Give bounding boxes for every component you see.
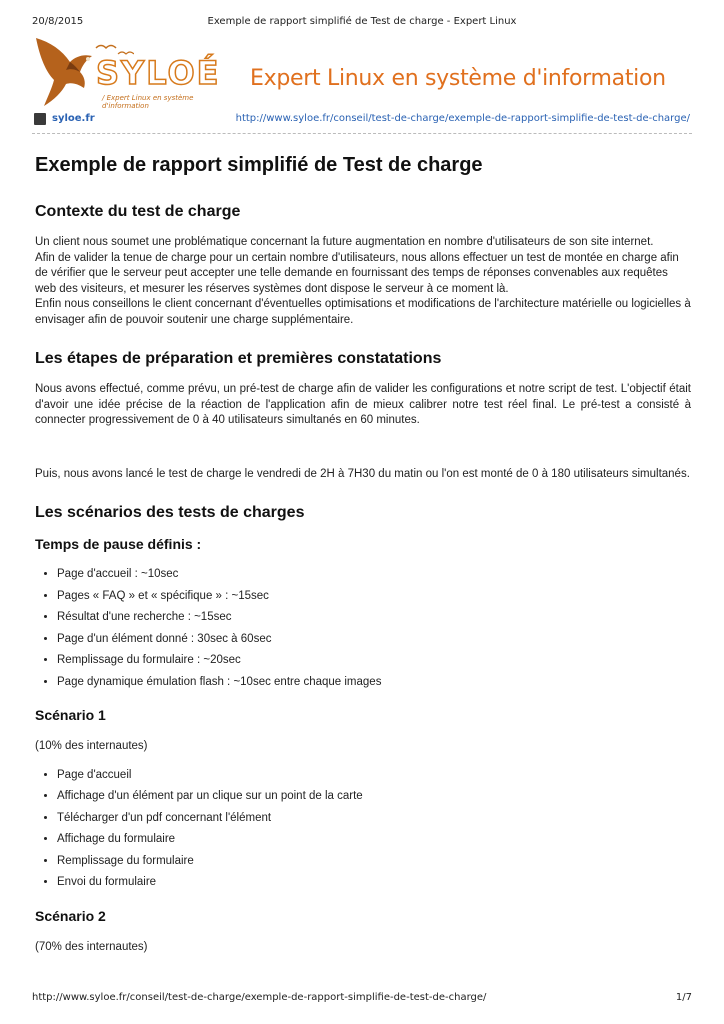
footer-url: http://www.syloe.fr/conseil/test-de-charge/exemple-de-rapport-simplifie-de-test-de-charge/ [32, 992, 487, 1003]
list-item: • Affichage du formulaire [57, 829, 691, 851]
print-header [32, 16, 692, 30]
scenario-1-heading: Scénario 1 [35, 707, 106, 723]
etapes-paragraph-2: Puis, nous avons lancé le test de charge le vendredi de 2H à 7H30 du matin ou l'on est monté de 0 à 180 utilisateurs simultanés. [35, 467, 690, 480]
brand-name: SYLOÉ [96, 54, 221, 92]
print-title: Exemple de rapport simplifié de Test de charge - Expert Linux [207, 16, 517, 27]
print-date: 20/8/2015 [32, 16, 84, 27]
list-item: • Page dynamique émulation flash : ~10sec entre chaque images [57, 672, 691, 694]
section-heading-contexte: Contexte du test de charge [35, 203, 241, 220]
site-banner [32, 32, 694, 110]
divider [32, 133, 692, 134]
syloe-logo[interactable] [32, 32, 232, 110]
list-item: • Remplissage du formulaire : ~20sec [57, 650, 691, 672]
list-item: • Télécharger d'un pdf concernant l'élément [57, 808, 691, 830]
list-item: • Page d'accueil : ~10sec [57, 564, 691, 586]
pause-heading: Temps de pause définis : [35, 536, 202, 552]
scenario-1-share: (10% des internautes) [35, 740, 148, 752]
site-tagline: Expert Linux en système d'information [250, 66, 666, 91]
site-link[interactable]: syloe.fr [52, 113, 95, 124]
print-footer [32, 992, 692, 1006]
brand-subtitle: / Expert Linux en système d'information [102, 94, 194, 110]
list-item: • Résultat d'une recherche : ~15sec [57, 607, 691, 629]
article-title: Exemple de rapport simplifié de Test de charge [35, 154, 483, 176]
list-item: • Pages « FAQ » et « spécifique » : ~15sec [57, 586, 691, 608]
link-bar [32, 113, 694, 127]
contexte-paragraph: Un client nous soumet une problématique concernant la future augmentation en nombre d'utilisateurs de son site internet. Afin de valider la tenue de charge pour un certain nombre d'utilisateurs, nous allons effectuer un test de montée en charge afin de vérifier que le serveur peut accepter une telle demande en fournissant des temps de réponses convenables aux requêtes web des visiteurs, et mesurer les réserves systèmes dont dispose le serveur à ce moment là. Enfin nous conseillons le client concernant d'éventuelles optimisations et modifications de l'architecture matérielle ou logicielles à envisager afin de pouvoir soutenir une charge supplémentaire. [35, 236, 691, 326]
page-url-link[interactable]: http://www.syloe.fr/conseil/test-de-charge/exemple-de-rapport-simplifie-de-test-de-charge/ [235, 113, 690, 124]
page-number: 1/7 [675, 992, 692, 1003]
list-item: • Envoi du formulaire [57, 872, 691, 894]
list-item: • Affichage d'un élément par un clique sur un point de la carte [57, 786, 691, 808]
list-item: • Remplissage du formulaire [57, 851, 691, 873]
scenario-2-heading: Scénario 2 [35, 907, 106, 924]
scenario-2-share: (70% des internautes) [35, 940, 148, 953]
section-heading-scenarios: Les scénarios des tests de charges [35, 504, 305, 521]
pause-list [35, 564, 691, 693]
site-favicon-icon [34, 113, 46, 125]
article [35, 150, 691, 955]
list-item: • Page d'un élément donné : 30sec à 60sec [57, 629, 691, 651]
etapes-paragraph-1: Nous avons effectué, comme prévu, un pré-test de charge afin de valider les configurations et notre script de test. L'objectif était d'avoir une idée précise de la réaction de l'application afin de mieux calibrer notre test réel final. Le pré-test a consisté à connecter progressivement de 0 à 40 utilisateurs simultanés en 60 minutes. [35, 383, 691, 426]
scenario-1-list [35, 765, 691, 894]
section-heading-etapes: Les étapes de préparation et premières constatations [35, 350, 442, 367]
list-item: • Page d'accueil [57, 765, 691, 787]
